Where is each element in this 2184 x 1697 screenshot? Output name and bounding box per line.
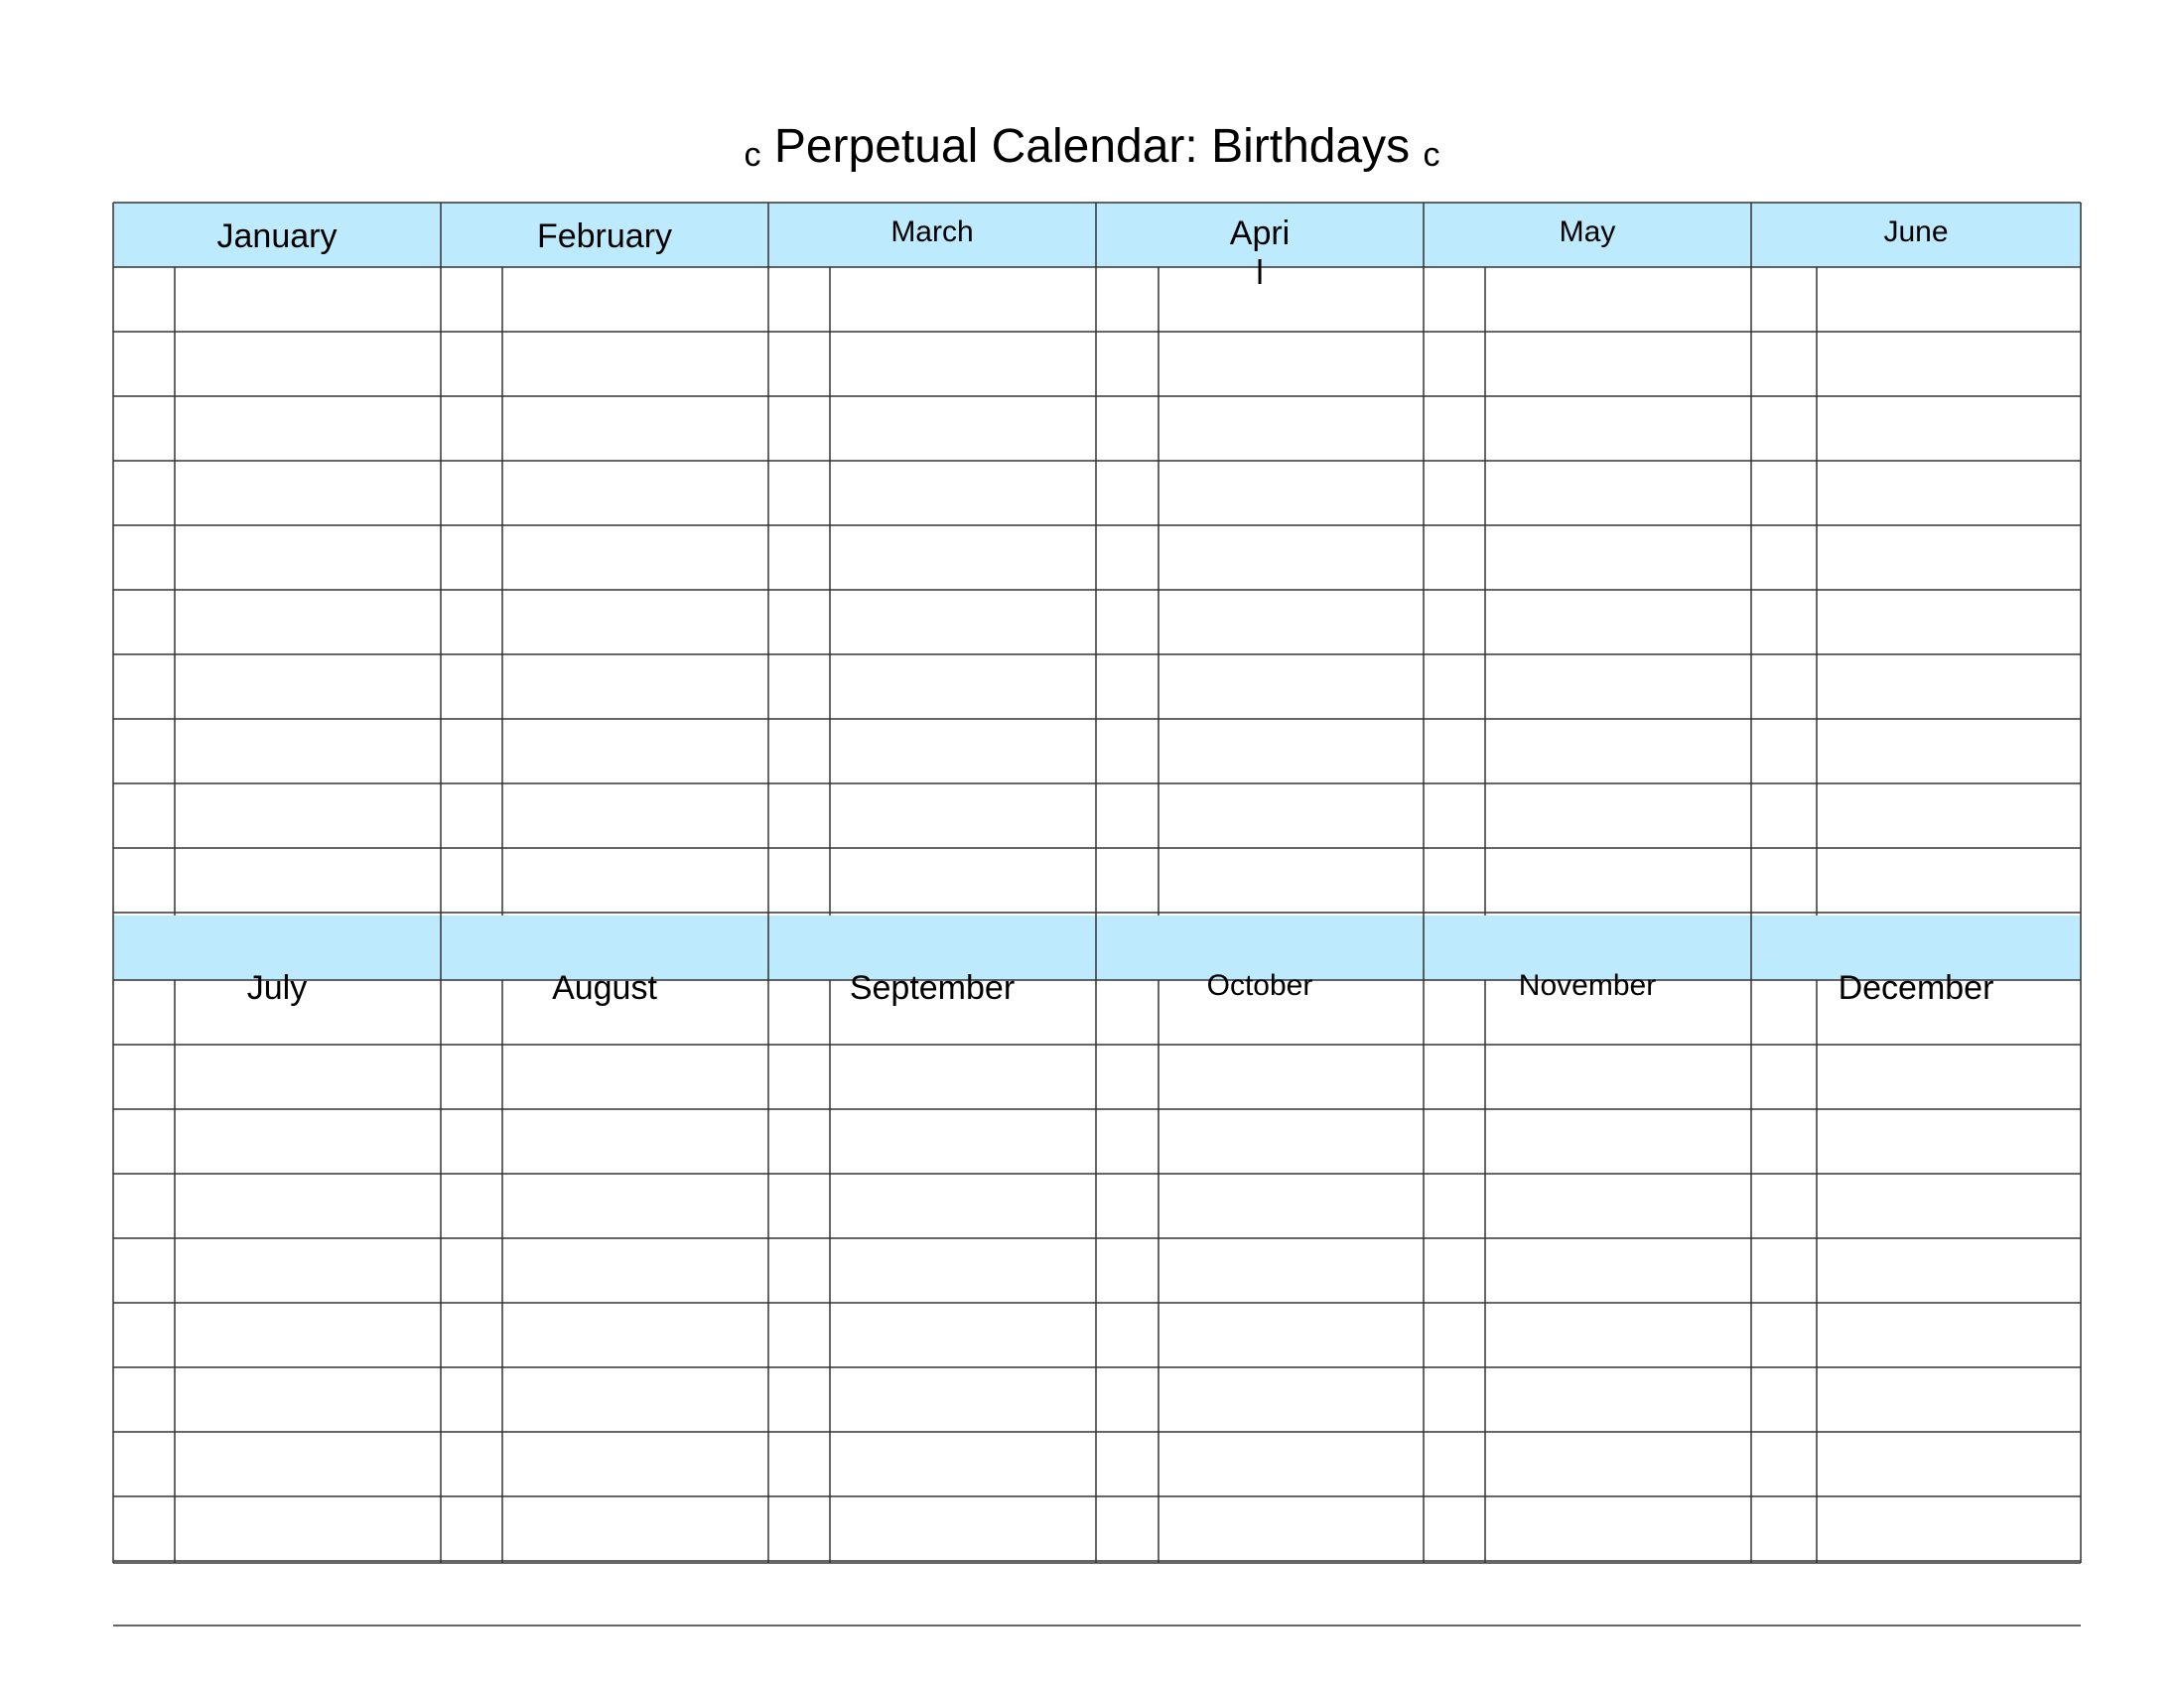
month-label-april <box>1096 213 1424 293</box>
month-label-april-second: l <box>1256 254 1264 292</box>
month-label-august: August <box>552 969 657 1007</box>
month-label-september: September <box>849 969 1016 1007</box>
month-label-july: July <box>246 969 308 1007</box>
month-label-february: February <box>536 217 673 255</box>
month-label-april-first: Apri <box>1229 214 1291 252</box>
title-trail-mark: c <box>1423 136 1440 174</box>
title-lead-mark: c <box>744 136 761 174</box>
month-label-october: October <box>1206 969 1313 1002</box>
month-label-november: November <box>1518 969 1657 1002</box>
month-label-may: May <box>1559 215 1616 248</box>
month-label-december: December <box>1838 969 1994 1007</box>
title-text: Perpetual Calendar: Birthdays <box>773 120 1411 173</box>
grid-lines <box>113 203 2081 1626</box>
month-label-january: January <box>216 217 338 255</box>
month-label-march: March <box>890 215 974 248</box>
month-label-june: June <box>1883 215 1949 248</box>
